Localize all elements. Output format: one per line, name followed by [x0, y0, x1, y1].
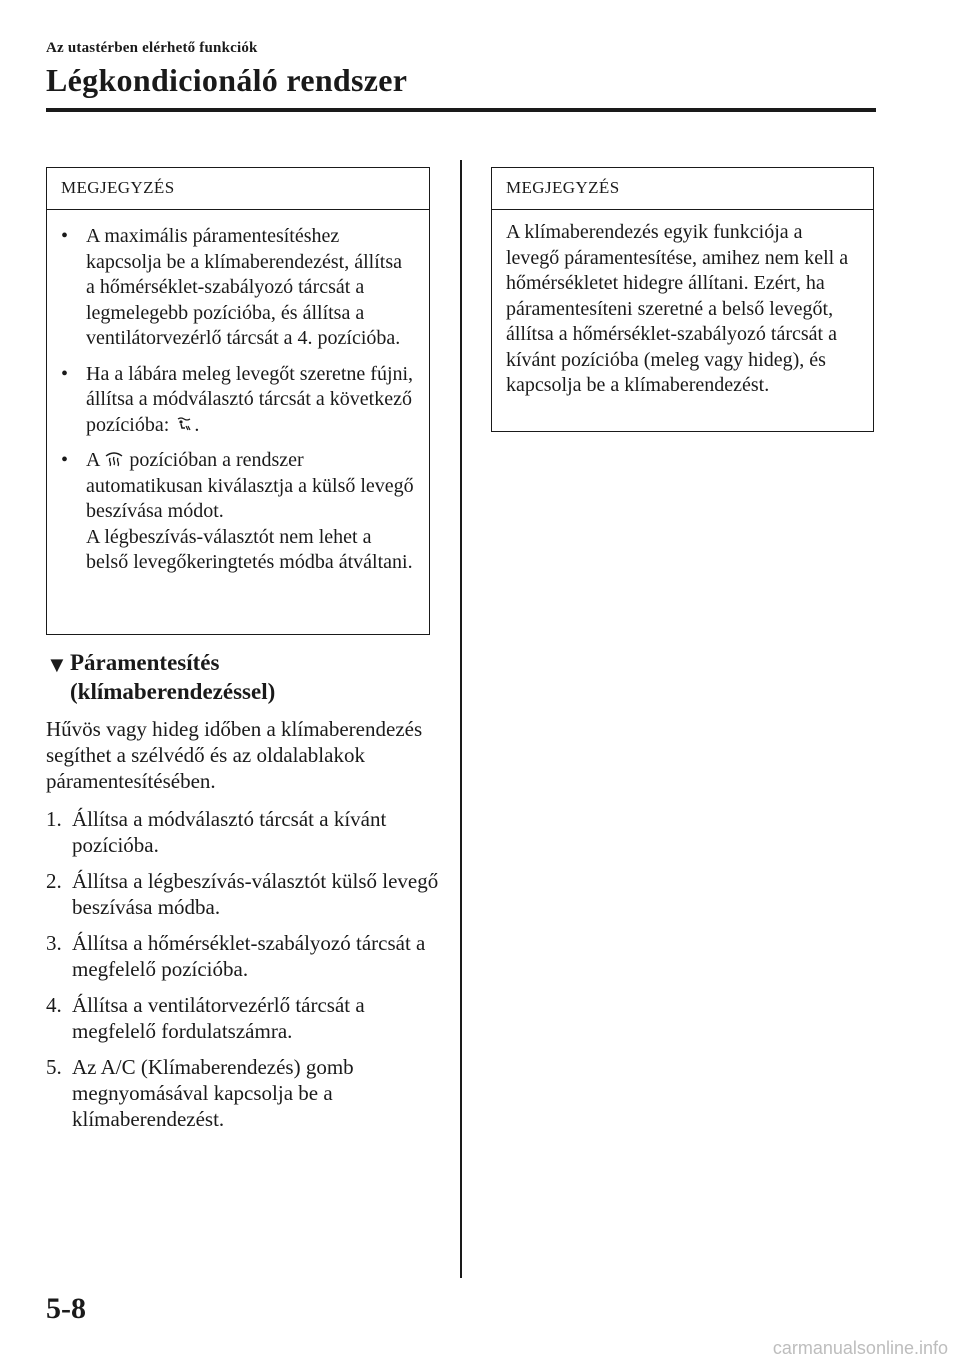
triangle-marker-icon: ▼ — [46, 652, 68, 677]
step-number: 4. — [46, 993, 62, 1017]
step-number: 5. — [46, 1055, 62, 1079]
list-item — [46, 868, 446, 920]
page-title: Légkondicionáló rendszer — [46, 62, 408, 98]
column-divider — [460, 160, 462, 1278]
section-heading-line2: (klímaberendezéssel) — [70, 679, 276, 704]
note-body: A klímaberendezés egyik funkciója a levegő páramentesítése, amihez nem kell a hőmérsékletet hidegre állítani. Ezért, ha páramentesíteni szeretné a belső levegőt, állítsa a hőmérséklet-szabályozó tárcsát a kívánt pozícióba (meleg vagy hideg), és kapcsolja be a klímaberendezést. — [506, 221, 849, 396]
step-text: Állítsa a hőmérséklet-szabályozó tárcsát a megfelelő pozícióba. — [72, 931, 426, 981]
section-heading-line1: Páramentesítés — [70, 650, 220, 675]
step-text: Az A/C (Klímaberendezés) gomb megnyomásával kapcsolja be a klímaberendezést. — [72, 1055, 354, 1131]
note-heading: MEGJEGYZÉS — [47, 168, 429, 210]
step-text: Állítsa a légbeszívás-választót külső levegő beszívása módba. — [72, 869, 439, 919]
section-label: Az utastérben elérhető funkciók — [46, 40, 258, 56]
bullet-extra-text: A légbeszívás-választót nem lehet a belső levegőkeringtetés módba átváltani. — [86, 525, 413, 573]
step-number: 1. — [46, 807, 62, 831]
list-item — [46, 992, 446, 1044]
floor-defrost-icon — [174, 415, 194, 433]
bullet-text-end: pozícióban a rendszer automatikusan kiválasztja a külső levegő beszívása módot. — [86, 449, 414, 522]
note-box-left — [46, 167, 430, 635]
note-body — [47, 210, 429, 576]
note-bullet — [61, 224, 415, 352]
step-number: 3. — [46, 931, 62, 955]
page-number: 5-8 — [46, 1292, 86, 1325]
step-number: 2. — [46, 869, 62, 893]
bullet-dot: • — [61, 362, 69, 385]
intro-paragraph: Hűvös vagy hideg időben a klímaberendezés segíthet a szélvédő és az oldalablakok páramentesítésében. — [46, 717, 423, 793]
note-heading: MEGJEGYZÉS — [492, 168, 873, 210]
note-box-right — [491, 167, 874, 432]
bullet-text: Ha a lábára meleg levegőt szeretne fújni, állítsa a módválasztó tárcsát a következő pozícióba: — [86, 362, 414, 436]
bullet-dot: • — [61, 449, 69, 471]
windshield-defrost-icon — [104, 450, 124, 468]
title-rule — [46, 108, 876, 112]
list-item — [46, 806, 446, 858]
list-item — [46, 1054, 446, 1132]
step-text: Állítsa a módválasztó tárcsát a kívánt pozícióba. — [72, 807, 387, 857]
step-text: Állítsa a ventilátorvezérlő tárcsát a megfelelő fordulatszámra. — [72, 993, 365, 1043]
note-bullet — [61, 362, 415, 439]
list-item — [46, 930, 446, 982]
bullet-text: A — [86, 449, 105, 471]
bullet-text: A maximális páramentesítéshez kapcsolja be a klímaberendezést, állítsa a hőmérséklet-szabályozó tárcsát a legmelegebb pozícióba, és állítsa a ventilátorvezérlő tárcsát a 4. pozícióba. — [86, 225, 402, 349]
bullet-dot: • — [61, 225, 69, 247]
steps-list — [46, 806, 446, 1142]
note-bullet — [61, 448, 415, 576]
watermark: carmanualsonline.info — [772, 1338, 948, 1358]
bullet-text-end: . — [194, 413, 200, 436]
section-heading — [46, 648, 446, 706]
